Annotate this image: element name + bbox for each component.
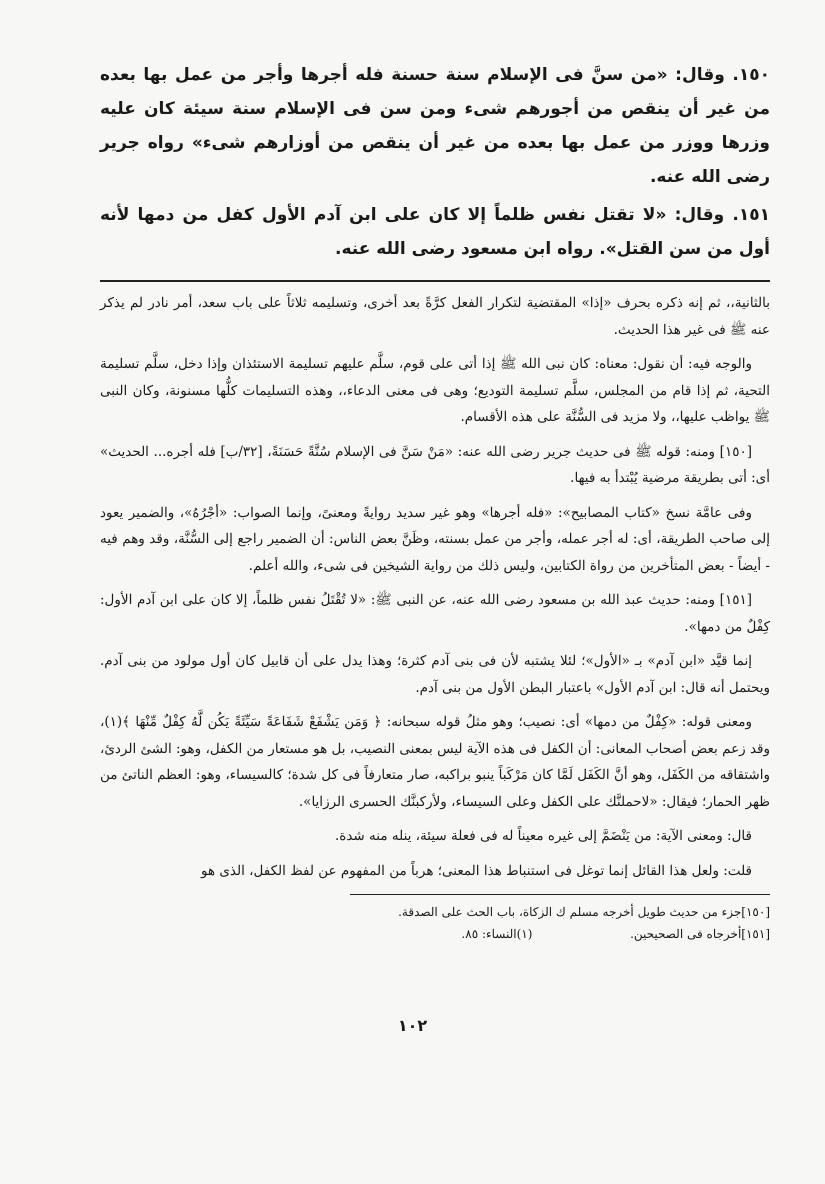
commentary-paragraph: ومعنى قوله: «كِفْلٌ من دمها» أى: نصيب؛ وهو مثلُ قوله سبحانه: ﴿ وَمَن يَشْفَعْ شَفَاعَةً سَيِّئَةً يَكُن لَّهُ كِفْلٌ مِّنْهَا ﴾(١)، وقد زعم بعض أصحاب المعانى: أن الكفل فى هذه الآية ليس بمعنى النصيب، بل هو مستعار من الكفل، وهو: الشئ الردئ، واشتقاقه من الكَفَل، وهو أنَّ الكَفَل لَمَّا كان مَرْكَباً ينبو براكبه، صار متعارفاً فى كل شدة؛ كالسيساء، وهو: العظم الناتئ من ظهر الحمار؛ فيقال: «لاحملنَّك على الكفل وعلى السيساء، ولأركبنَّك الحسرى الرزايا». [100,714,770,810]
commentary-paragraph: [١٥١] ومنه: حديث عبد الله بن مسعود رضى الله عنه، عن النبى ﷺ: «لا تُقْتَلُ نفس ظلماً، إلا كان على ابن آدم الأول: كِفْلٌ من دمها». [100,592,770,635]
commentary-paragraph: والوجه فيه: أن نقول: معناه: كان نبى الله ﷺ إذا أتى على قوم، سلَّم عليهم تسليمة الاستئذان وإذا دخل، سلَّم تسليمة التحية، ثم إذا قام من المجلس، سلَّم تسليمة التوديع؛ وهى فى معنى الدعاء،، وهذه التسليمات كلُّها مسنونة، وكان النبى ﷺ يواظب عليها،، ولا مزيد فى السُّنَّة على هذه الأقسام. [100,356,770,425]
commentary [100,290,770,884]
footnote-divider [350,894,770,895]
commentary-paragraph: قال: ومعنى الآية: من يَنْضَمَّ إلى غيره معيناً له فى فعلة سيئة، ينله منه شدة. [334,828,752,844]
commentary-paragraph: بالثانية،، ثم إنه ذكره بحرف «إذا» المقتضية لتكرار الفعل كرَّةً بعد أخرى، وتسليمه ثلاثاً على باب سعد، أمر نادر لم يذكر عنه ﷺ فى غير هذا الحديث. [100,295,770,338]
hadith-text: وقال: «لا تقتل نفس ظلماً إلا كان على ابن آدم الأول كفل من دمها لأنه أول من سن القتل». رواه ابن مسعود رضى الله عنه. [100,205,770,259]
footnote-row [100,923,770,945]
page-body [100,58,770,945]
hadith-151: ١٥١. وقال: «لا تقتل نفس ظلماً إلا كان على ابن آدم الأول كفل من دمها لأنه أول من سن القتل». رواه ابن مسعود رضى الله عنه. [100,205,770,259]
hadith-number: ١٥٠ [738,65,770,85]
footnote: (١)النساء: ٨٥. [461,927,533,941]
page-number: ١٠٢ [397,1016,428,1035]
footnote: [١٥١]أخرجاه فى الصحيحين. [630,927,770,941]
footnotes [100,901,770,945]
footnote: [١٥٠]جزء من حديث طويل أخرجه مسلم ك الزكاة، باب الحث على الصدقة. [398,905,770,919]
commentary-paragraph: قلت: ولعل هذا القائل إنما توغل فى استنباط هذا المعنى؛ هرباً من المفهوم عن لفظ الكفل، الذى هو [200,862,752,879]
commentary-paragraph: وفى عامَّة نسخ «كتاب المصابيح»: «فله أجرها» وهو غير سديد روايةً ومعنىً، وإنما الصواب: «أجْرُهُ»، والضمير يعود إلى صاحب الطريقة، أى: له أجر عمله، وأجر من عمل بسنته، وظَنَّ بعض الناس: أن الضمير راجع إلى السُّنَّة، وقد وهم فيه - أيضاً - بعض المتأخرين من رواة الكتابين، وليس ذلك من رواية الشيخين فى شىء، والله أعلم. [100,504,770,574]
section-divider [100,280,770,282]
commentary-paragraph: [١٥٠] ومنه: قوله ﷺ فى حديث جرير رضى الله عنه: «مَنْ سَنَّ فى الإسلام سُنَّةً حَسَنَةً، [٣٢/ب] فله أجره... الحديث» أى: أتى بطريقة مرضية يُبْتدأ به فيها. [100,443,770,486]
hadith-number: ١٥١ [738,205,770,225]
commentary-paragraph: إنما قيَّد «ابن آدم» بـ «الأول»؛ لئلا يشتبه لأن فى بنى آدم كثرة؛ وهذا يدل على أن قابيل كان أول مولود من بنى آدم. ويحتمل أنه قال: ابن آدم الأول» باعتبار البطن الأول من بنى آدم. [100,653,770,696]
hadith-150: ١٥٠. وقال: «من سنَّ فى الإسلام سنة حسنة فله أجرها وأجر من عمل بها بعده من غير أن ينقص من أجورهم شىء ومن سن فى الإسلام سنة سيئة كان عليه وزرها ووزر من عمل بها بعده من غير أن ينقص من أوزارهم شىء» رواه جرير رضى الله عنه. [100,65,770,187]
hadith-text: وقال: «من سنَّ فى الإسلام سنة حسنة فله أجرها وأجر من عمل بها بعده من غير أن ينقص من أجورهم شىء ومن سن فى الإسلام سنة سيئة كان عليه وزرها ووزر من عمل بها بعده من غير أن ينقص من أوزارهم شىء» رواه جرير رضى الله عنه. [100,65,770,187]
